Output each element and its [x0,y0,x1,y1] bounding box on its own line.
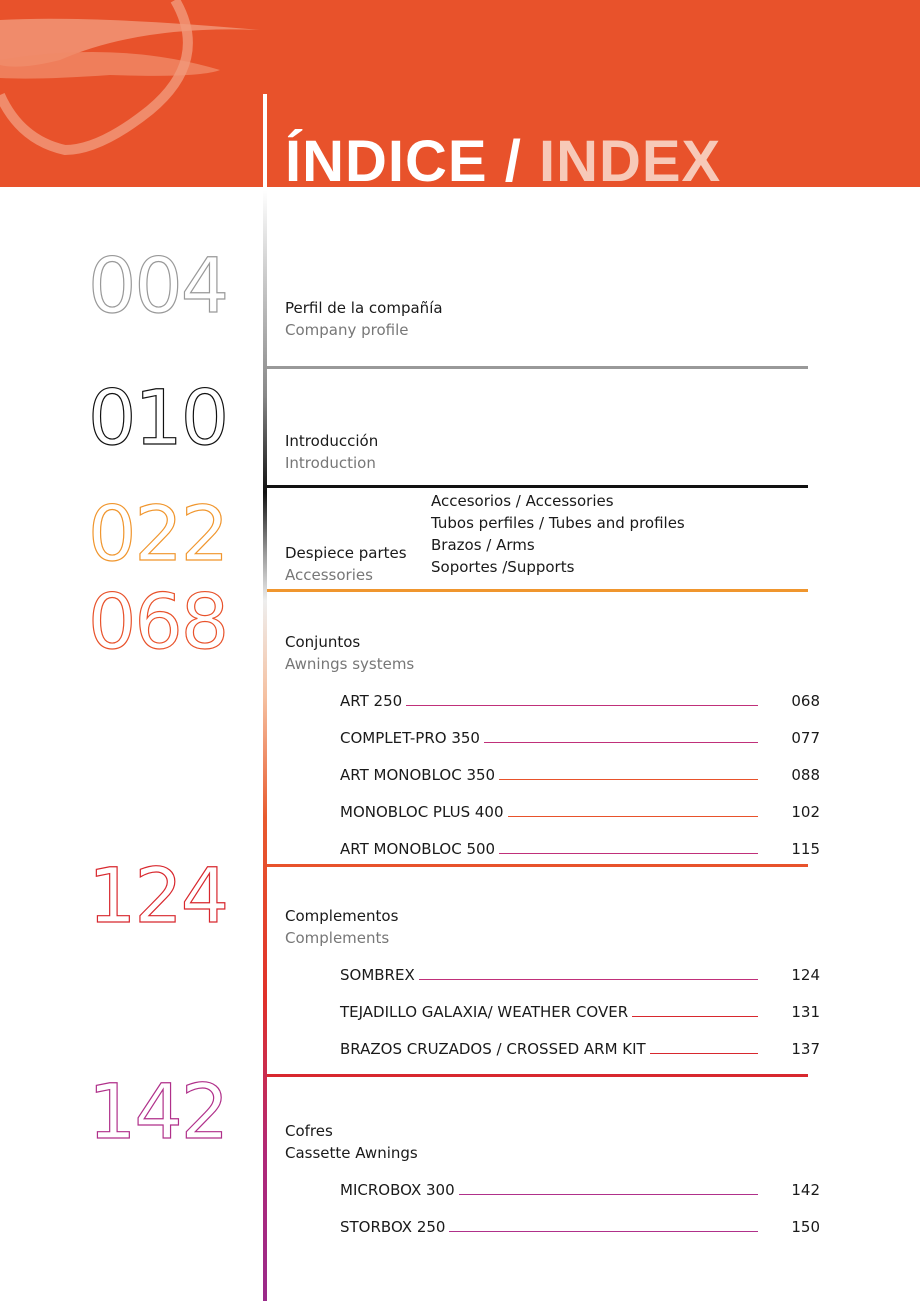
entry-page: 137 [791,1040,820,1058]
svg-text:004: 004 [88,248,228,320]
entry-page: 077 [791,729,820,747]
section-title-en: Cassette Awnings [285,1144,418,1162]
toc-entry[interactable] [340,727,820,747]
section-complements [285,905,398,949]
title-es: ÍNDICE [285,129,488,194]
section-title-es: Conjuntos [285,633,361,651]
section-company-profile [285,297,443,341]
leader-line [406,705,758,706]
section-number-004 [88,248,258,320]
section-title-en: Company profile [285,321,409,339]
toc-entry[interactable] [340,1216,820,1236]
entry-label: MICROBOX 300 [340,1181,455,1199]
svg-text:022: 022 [88,496,228,568]
entry-page: 068 [791,692,820,710]
section-number-068 [88,584,258,656]
toc-entry[interactable] [340,764,820,784]
entry-page: 150 [791,1218,820,1236]
section-number-124 [88,858,258,930]
leader-line [508,816,759,817]
section-title-es: Introducción [285,432,379,450]
section-number-022 [88,496,258,568]
accessories-subitems [431,490,685,578]
leader-line [449,1231,758,1232]
section-rule [267,864,808,867]
entry-page: 124 [791,966,820,984]
section-awnings-systems [285,631,414,675]
entry-page: 088 [791,766,820,784]
toc-entry[interactable] [340,801,820,821]
toc-entry[interactable] [340,690,820,710]
section-accessories [285,542,407,586]
section-title-es: Cofres [285,1122,333,1140]
subitem: Soportes /Supports [431,558,575,576]
section-rule [267,485,808,488]
entry-page: 102 [791,803,820,821]
toc-entry[interactable] [340,1179,820,1199]
entry-label: MONOBLOC PLUS 400 [340,803,504,821]
subitem: Accesorios / Accessories [431,492,614,510]
svg-text:142: 142 [88,1074,228,1146]
leader-line [419,979,758,980]
entry-label: SOMBREX [340,966,415,984]
entry-label: TEJADILLO GALAXIA/ WEATHER COVER [340,1003,629,1021]
section-number-010 [88,380,258,452]
vertical-divider [263,94,267,1301]
entry-label: STORBOX 250 [340,1218,446,1236]
entry-label: BRAZOS CRUZADOS / CROSSED ARM KIT [340,1040,646,1058]
entry-label: ART MONOBLOC 350 [340,766,496,784]
toc-entry[interactable] [340,1038,820,1058]
section-introduction [285,430,378,474]
toc-entry[interactable] [340,1001,820,1021]
leader-line [499,779,758,780]
page-title [285,128,721,195]
section-cassette-awnings [285,1120,418,1164]
title-en: INDEX [538,129,722,194]
leader-line [484,742,758,743]
subitem: Brazos / Arms [431,536,535,554]
subitem: Tubos perfiles / Tubes and profiles [431,514,685,532]
section-title-es: Perfil de la compañía [285,299,443,317]
brand-swoosh-logo [0,0,270,170]
entry-label: ART MONOBLOC 500 [340,840,496,858]
toc-entry[interactable] [340,964,820,984]
title-separator: / [504,129,522,194]
entry-page: 115 [791,840,820,858]
section-rule [267,589,808,592]
entry-page: 131 [791,1003,820,1021]
section-title-en: Complements [285,929,390,947]
section-rule [267,366,808,369]
leader-line [650,1053,758,1054]
leader-line [632,1016,758,1017]
section-title-en: Accessories [285,566,373,584]
entry-label: ART 250 [340,692,403,710]
section-title-en: Introduction [285,454,376,472]
section-title-es: Complementos [285,907,399,925]
svg-text:068: 068 [88,584,228,656]
section-rule [267,1074,808,1077]
entry-label: COMPLET-PRO 350 [340,729,480,747]
leader-line [459,1194,758,1195]
header-banner [0,0,920,194]
entry-page: 142 [791,1181,820,1199]
leader-line [499,853,758,854]
section-title-es: Despiece partes [285,544,407,562]
svg-text:124: 124 [88,858,228,930]
section-number-142 [88,1074,258,1146]
toc-entry[interactable] [340,838,820,858]
section-title-en: Awnings systems [285,655,415,673]
svg-text:010: 010 [88,380,228,452]
